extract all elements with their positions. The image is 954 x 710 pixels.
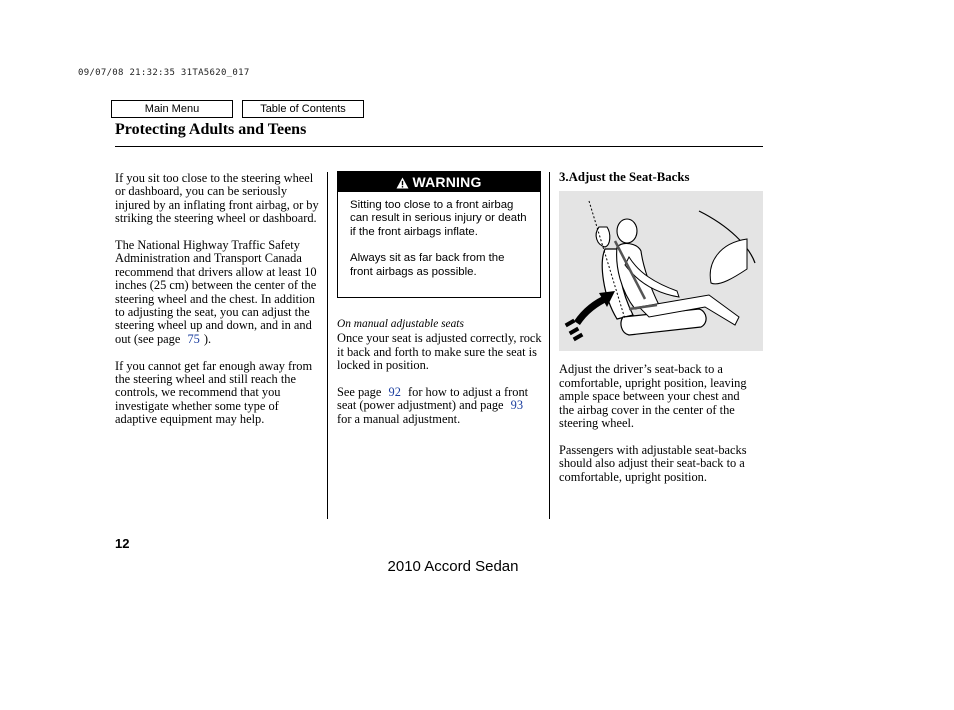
column-1 xyxy=(115,172,323,440)
column-divider-1 xyxy=(327,172,328,519)
page-75-link[interactable]: 75 xyxy=(187,331,200,346)
column-divider-2 xyxy=(549,172,550,519)
column-2 xyxy=(337,318,543,440)
title-divider xyxy=(115,146,763,147)
col2-p2-text-a: See page xyxy=(337,385,382,400)
col3-paragraph-1: Adjust the driver’s seat-back to a comfortable, upright position, leaving ample space between your chest and the airbag cover in the center of the steering wheel. xyxy=(559,362,747,431)
manual-seats-subhead: On manual adjustable seats xyxy=(337,318,464,330)
main-menu-button[interactable]: Main Menu xyxy=(111,100,233,118)
col2-p2-text-c: for a manual adjustment. xyxy=(337,411,461,426)
col1-p2-text: The National Highway Traffic Safety Administration and Transport Canada recommend that drivers allow at least 10 inches (25 cm) between the center of the steering wheel and the chest. In addition to adjusting the seat, you can adjust the steering wheel up and down, and in and out (see page xyxy=(115,238,317,346)
col1-paragraph-3: If you cannot get far enough away from the steering wheel and still reach the controls, we recommend that you investigate whether some type of adaptive equipment may help. xyxy=(115,358,313,427)
col2-p2-text-b: for how to adjust a front seat (power adjustment) and page xyxy=(337,385,529,413)
warning-triangle-icon xyxy=(396,177,409,189)
seat-backs-heading: 3.Adjust the Seat-Backs xyxy=(559,170,690,184)
column-3 xyxy=(559,171,755,497)
page-number: 12 xyxy=(115,536,130,551)
col1-p2-end: ). xyxy=(203,331,212,346)
page-92-link[interactable]: 92 xyxy=(388,385,401,400)
warning-body xyxy=(338,192,540,279)
footer-model-title: 2010 Accord Sedan xyxy=(387,558,519,575)
col1-paragraph-1: If you sit too close to the steering wheel or dashboard, you can be seriously injured by an inflating front airbag, or by striking the steering wheel or dashboard. xyxy=(115,171,319,226)
col3-paragraph-2: Passengers with adjustable seat-backs should also adjust their seat-back to a comfortable, upright position. xyxy=(559,442,747,484)
warning-label: WARNING xyxy=(412,174,482,190)
col2-paragraph-2 xyxy=(337,386,543,426)
col2-paragraph-1: Once your seat is adjusted correctly, rock it back and forth to make sure the seat is locked in position. xyxy=(337,331,542,373)
page-title: Protecting Adults and Teens xyxy=(115,121,307,138)
table-of-contents-button[interactable]: Table of Contents xyxy=(242,100,364,118)
warning-text-2: Always sit as far back from the front airbags as possible. xyxy=(350,252,505,278)
warning-box xyxy=(337,171,541,298)
warning-text-1: Sitting too close to a front airbag can result in serious injury or death if the front airbags inflate. xyxy=(350,199,527,238)
page-93-link[interactable]: 93 xyxy=(510,398,524,413)
print-stamp: 09/07/08 21:32:35 31TA5620_017 xyxy=(78,68,250,78)
col1-paragraph-2 xyxy=(115,239,323,346)
warning-header xyxy=(338,172,540,192)
seat-back-adjustment-illustration xyxy=(559,191,763,351)
